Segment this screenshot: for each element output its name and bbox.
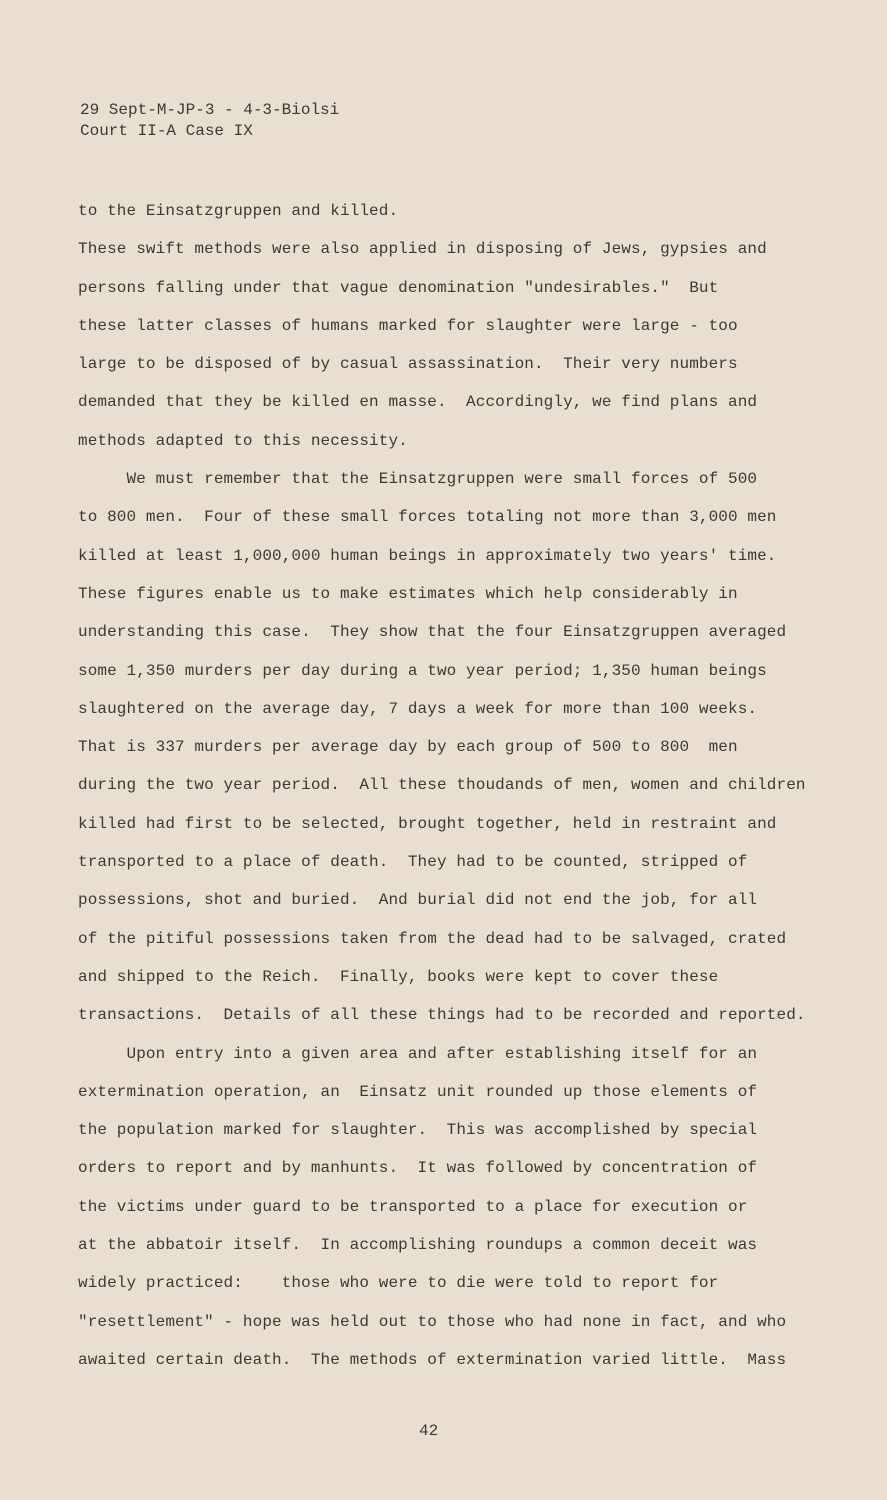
page-number: 42	[419, 1422, 439, 1440]
text-line: That is 337 murders per average day by each group of 500 to 800 men	[78, 738, 738, 757]
text-line: large to be disposed of by casual assassination. Their very numbers	[78, 355, 738, 374]
document-header	[80, 100, 339, 142]
text-line: at the abbatoir itself. In accomplishing roundups a common deceit was	[78, 1236, 758, 1255]
text-line: understanding this case. They show that the four Einsatzgruppen averaged	[78, 623, 787, 642]
text-line: extermination operation, an Einsatz unit rounded up those elements of	[78, 1082, 758, 1101]
text-line: and shipped to the Reich. Finally, books were kept to cover these	[78, 967, 719, 986]
text-line: during the two year period. All these thoudands of men, women and children	[78, 776, 806, 795]
text-line: widely practiced: those who were to die were told to report for	[78, 1274, 719, 1293]
text-line: These figures enable us to make estimates which help considerably in	[78, 584, 738, 603]
text-line: persons falling under that vague denomination "undesirables." But	[78, 278, 719, 297]
text-line: transactions. Details of all these things had to be recorded and reported.	[78, 1006, 806, 1025]
text-line: orders to report and by manhunts. It was followed by concentration of	[78, 1159, 758, 1178]
text-line: possessions, shot and buried. And burial did not end the job, for all	[78, 891, 758, 910]
header-court-case: Court II-A Case IX	[80, 122, 253, 140]
text-line: some 1,350 murders per day during a two year period; 1,350 human beings	[78, 661, 767, 680]
text-line: killed had first to be selected, brought together, held in restraint and	[78, 814, 777, 833]
text-line: methods adapted to this necessity.	[78, 431, 408, 450]
header-reference: 29 Sept-M-JP-3 - 4-3-Biolsi	[80, 101, 340, 119]
text-line: demanded that they be killed en masse. Accordingly, we find plans and	[78, 393, 758, 412]
text-line: transported to a place of death. They had to be counted, stripped of	[78, 853, 748, 872]
text-line: These swift methods were also applied in disposing of Jews, gypsies and	[78, 240, 767, 259]
text-line: to 800 men. Four of these small forces totaling not more than 3,000 men	[78, 508, 777, 527]
text-line: Upon entry into a given area and after establishing itself for an	[78, 1044, 758, 1063]
document-body	[78, 199, 838, 1386]
text-line: the population marked for slaughter. This was accomplished by special	[78, 1121, 758, 1140]
text-line: to the Einsatzgruppen and killed.	[78, 202, 399, 220]
text-line: killed at least 1,000,000 human beings in approximately two years' time.	[78, 546, 777, 565]
text-line: awaited certain death. The methods of extermination varied little. Mass	[78, 1350, 787, 1369]
text-line: of the pitiful possessions taken from the dead had to be salvaged, crated	[78, 929, 787, 948]
text-line: We must remember that the Einsatzgruppen were small forces of 500	[78, 470, 758, 489]
text-line: slaughtered on the average day, 7 days a week for more than 100 weeks.	[78, 699, 758, 718]
text-line: the victims under guard to be transported to a place for execution or	[78, 1197, 748, 1216]
text-line: these latter classes of humans marked for slaughter were large - too	[78, 316, 738, 335]
text-line: "resettlement" - hope was held out to those who had none in fact, and who	[78, 1312, 787, 1331]
